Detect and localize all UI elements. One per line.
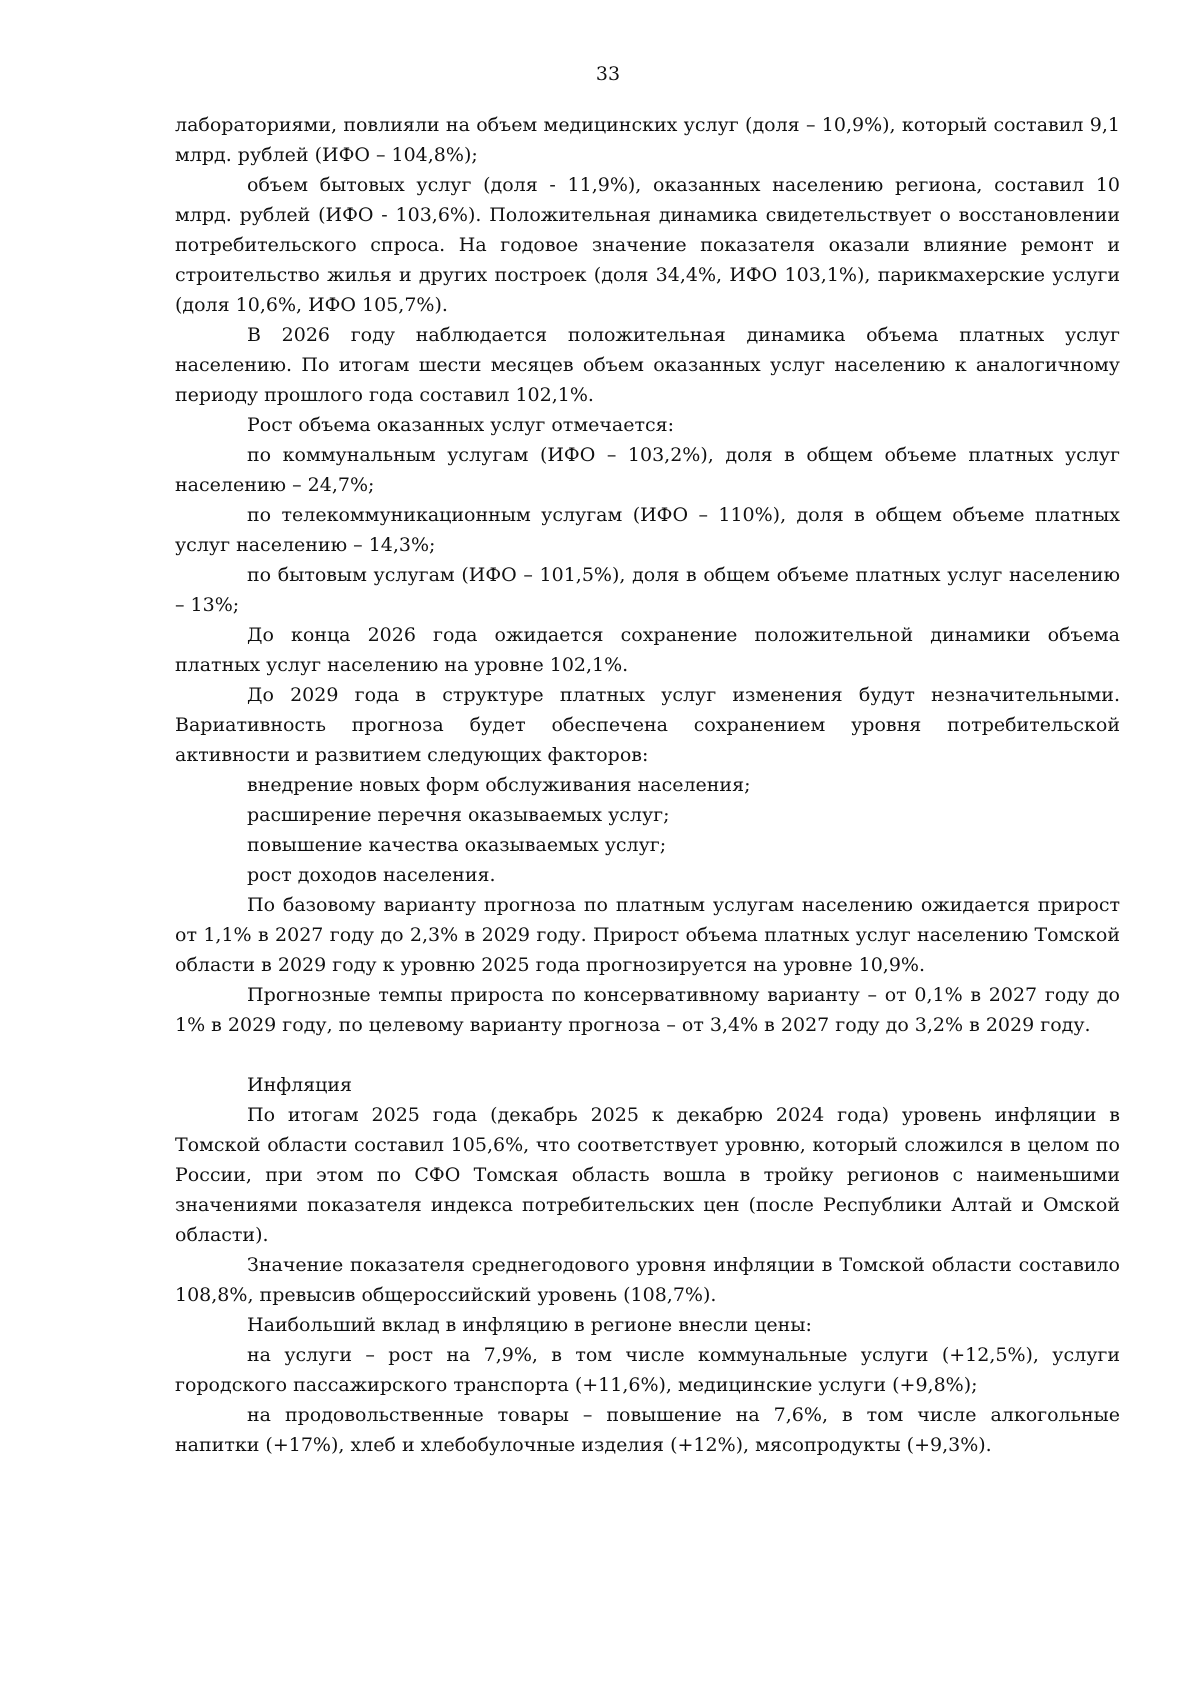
document-body: [175, 110, 1120, 1460]
list-item-income-growth: рост доходов населения.: [247, 864, 496, 886]
paragraph-household-growth: по бытовым услугам (ИФО – 101,5%), доля в общем объеме платных услуг населению – 13%;: [175, 564, 1120, 616]
paragraph-household-services: объем бытовых услуг (доля - 11,9%), оказанных населению региона, составил 10 млрд. рублей (ИФО - 103,6%). Положительная динамика свидетельствует о восстановлении потребительского спроса. На годовое значение показателя оказали влияние ремонт и строительство жилья и других построек (доля 34,4%, ИФО 103,1%), парикмахерские услуги (доля 10,6%, ИФО 105,7%).: [175, 174, 1120, 316]
paragraph-growth-intro: Рост объема оказанных услуг отмечается:: [247, 414, 675, 436]
paragraph-end-of-2026: До конца 2026 года ожидается сохранение положительной динамики объема платных услуг населению на уровне 102,1%.: [175, 624, 1120, 676]
paragraph-services-prices: на услуги – рост на 7,9%, в том числе коммунальные услуги (+12,5%), услуги городского пассажирского транспорта (+11,6%), медицинские услуги (+9,8%);: [175, 1344, 1120, 1396]
paragraph-medical-services-continuation: лабораториями, повлияли на объем медицинских услуг (доля – 10,9%), который составил 9,1 млрд. рублей (ИФО – 104,8%);: [175, 114, 1120, 166]
paragraph-base-forecast: По базовому варианту прогноза по платным услугам населению ожидается прирост от 1,1% в 2027 году до 2,3% в 2029 году. Прирост объема платных услуг населению Томской области в 2029 году к уровню 2025 года прогнозируется на уровне 10,9%.: [175, 894, 1120, 976]
paragraph-inflation-contributors: Наибольший вклад в инфляцию в регионе внесли цены:: [247, 1314, 812, 1336]
page-number: 33: [595, 63, 621, 85]
list-item-service-quality: повышение качества оказываемых услуг;: [247, 834, 667, 856]
paragraph-communal-services: по коммунальным услугам (ИФО – 103,2%), доля в общем объеме платных услуг населению – 24,7%;: [175, 444, 1120, 496]
paragraph-alternative-forecasts: Прогнозные темпы прироста по консервативному варианту – от 0,1% в 2027 году до 1% в 2029 году, по целевому варианту прогноза – от 3,4% в 2027 году до 3,2% в 2029 году.: [175, 984, 1120, 1036]
paragraph-until-2029: До 2029 года в структуре платных услуг изменения будут незначительными. Вариативность прогноза будет обеспечена сохранением уровня потребительской активности и развитием следующих факторов:: [175, 684, 1120, 766]
list-item-service-range: расширение перечня оказываемых услуг;: [247, 804, 670, 826]
list-item-new-service-forms: внедрение новых форм обслуживания населения;: [247, 774, 751, 796]
paragraph-inflation-2025: По итогам 2025 года (декабрь 2025 к декабрю 2024 года) уровень инфляции в Томской области составил 105,6%, что соответствует уровню, который сложился в целом по России, при этом по СФО Томская область вошла в тройку регионов с наименьшими значениями показателя индекса потребительских цен (после Республики Алтай и Омской области).: [175, 1104, 1120, 1246]
section-heading-inflation: Инфляция: [247, 1074, 353, 1096]
paragraph-average-annual-inflation: Значение показателя среднегодового уровня инфляции в Томской области составило 108,8%, превысив общероссийский уровень (108,7%).: [175, 1254, 1120, 1306]
paragraph-2026-dynamics: В 2026 году наблюдается положительная динамика объема платных услуг населению. По итогам шести месяцев объем оказанных услуг населению к аналогичному периоду прошлого года составил 102,1%.: [175, 324, 1120, 406]
paragraph-telecom-services: по телекоммуникационным услугам (ИФО – 110%), доля в общем объеме платных услуг населению – 14,3%;: [175, 504, 1120, 556]
paragraph-food-prices: на продовольственные товары – повышение на 7,6%, в том числе алкогольные напитки (+17%), хлеб и хлебобулочные изделия (+12%), мясопродукты (+9,3%).: [175, 1404, 1120, 1456]
